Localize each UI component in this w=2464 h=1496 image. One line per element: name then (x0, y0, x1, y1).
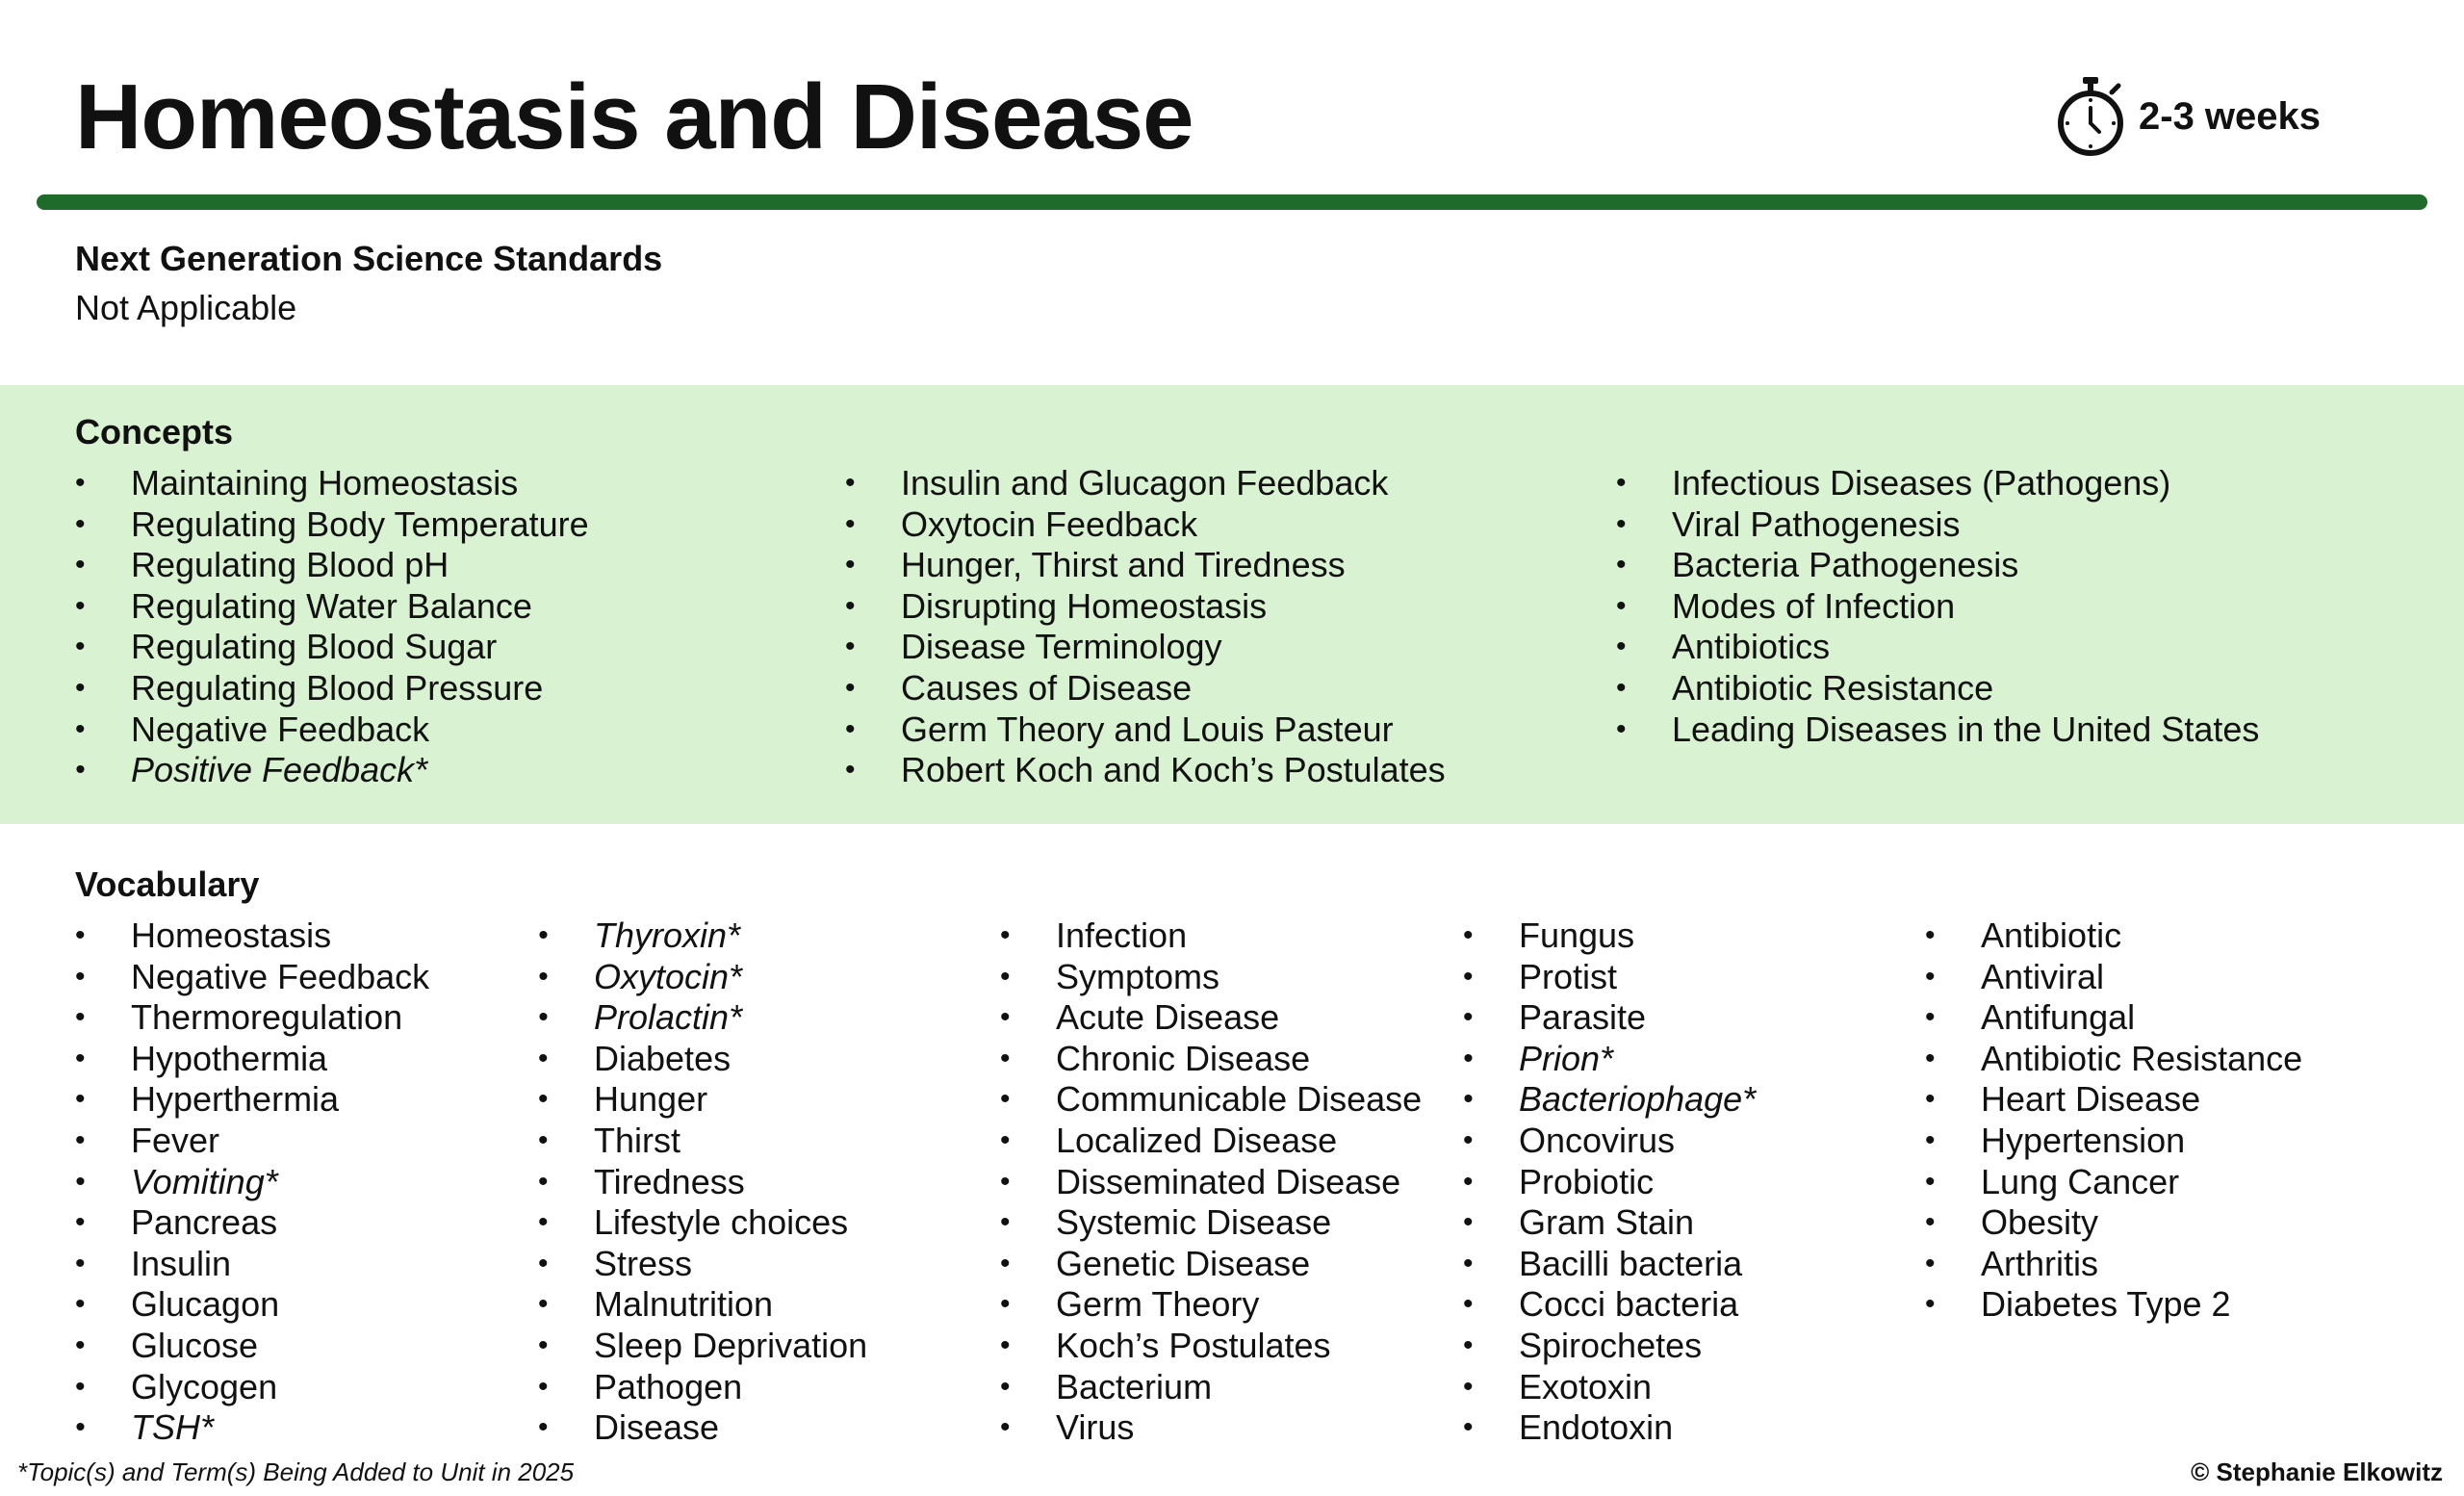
list-item: • Disease (538, 1407, 867, 1449)
list-item: • Lifestyle choices (538, 1202, 867, 1244)
list-item: • Prion* (1463, 1039, 1756, 1080)
list-item: • Regulating Blood pH (75, 545, 589, 586)
list-item: • Germ Theory (1000, 1284, 1422, 1326)
list-item: • Robert Koch and Koch’s Postulates (845, 750, 1446, 791)
list-item: • Antifungal (1925, 997, 2302, 1039)
list-item: • Regulating Blood Sugar (75, 627, 589, 668)
list-item: • Bacteriophage* (1463, 1079, 1756, 1121)
list-item: • Cocci bacteria (1463, 1284, 1756, 1326)
concepts-column-2 (845, 463, 1446, 791)
list-item: • Homeostasis (75, 916, 429, 957)
list-item: • Lung Cancer (1925, 1162, 2302, 1203)
list-item: • Arthritis (1925, 1244, 2302, 1285)
list-item: • Gram Stain (1463, 1202, 1756, 1244)
list-item: • Genetic Disease (1000, 1244, 1422, 1285)
copyright: © Stephanie Elkowitz (2191, 1457, 2443, 1486)
concepts-heading: Concepts (75, 412, 234, 451)
list-item: • Disseminated Disease (1000, 1162, 1422, 1203)
list-item: • Bacterium (1000, 1367, 1422, 1408)
list-item: • Heart Disease (1925, 1079, 2302, 1121)
list-item: • Glycogen (75, 1367, 429, 1408)
list-item: • Hypertension (1925, 1121, 2302, 1162)
list-item: • Infectious Diseases (Pathogens) (1616, 463, 2259, 504)
list-item: • Fungus (1463, 916, 1756, 957)
list-item: • Insulin and Glucagon Feedback (845, 463, 1446, 504)
list-item: • Pancreas (75, 1202, 429, 1244)
list-item: • Regulating Water Balance (75, 586, 589, 628)
list-item: • Malnutrition (538, 1284, 867, 1326)
list-item: • Disrupting Homeostasis (845, 586, 1446, 628)
page-title: Homeostasis and Disease (75, 65, 1194, 168)
list-item: • Modes of Infection (1616, 586, 2259, 628)
list-item: • Diabetes Type 2 (1925, 1284, 2302, 1326)
list-item: • Probiotic (1463, 1162, 1756, 1203)
list-item: • Fever (75, 1121, 429, 1162)
concepts-column-1 (75, 463, 589, 791)
list-item: • Infection (1000, 916, 1422, 957)
vocabulary-column-1 (75, 916, 429, 1449)
list-item: • Thermoregulation (75, 997, 429, 1039)
list-item: • Systemic Disease (1000, 1202, 1422, 1244)
list-item: • Hunger (538, 1079, 867, 1121)
vocabulary-column-4 (1463, 916, 1756, 1449)
list-item: • Koch’s Postulates (1000, 1326, 1422, 1367)
list-item: • Protist (1463, 957, 1756, 998)
list-item: • Exotoxin (1463, 1367, 1756, 1408)
standards-heading: Next Generation Science Standards (75, 239, 663, 278)
footnote: *Topic(s) and Term(s) Being Added to Unit in 2025 (17, 1457, 575, 1486)
list-item: • Communicable Disease (1000, 1079, 1422, 1121)
list-item: • Maintaining Homeostasis (75, 463, 589, 504)
list-item: • Chronic Disease (1000, 1039, 1422, 1080)
list-item: • Pathogen (538, 1367, 867, 1408)
list-item: • Oxytocin* (538, 957, 867, 998)
list-item: • Virus (1000, 1407, 1422, 1449)
list-item: • Antiviral (1925, 957, 2302, 998)
list-item: • Bacteria Pathogenesis (1616, 545, 2259, 586)
standards-value: Not Applicable (75, 288, 297, 327)
duration-badge (2054, 73, 2321, 160)
duration-text: 2-3 weeks (2139, 94, 2322, 138)
standards-section (75, 237, 662, 335)
list-item: • Localized Disease (1000, 1121, 1422, 1162)
list-item: • Hypothermia (75, 1039, 429, 1080)
list-item: • Spirochetes (1463, 1326, 1756, 1367)
list-item: • Germ Theory and Louis Pasteur (845, 709, 1446, 751)
list-item: • Diabetes (538, 1039, 867, 1080)
list-item: • Glucagon (75, 1284, 429, 1326)
list-item: • Insulin (75, 1244, 429, 1285)
list-item: • Hunger, Thirst and Tiredness (845, 545, 1446, 586)
list-item: • Symptoms (1000, 957, 1422, 998)
list-item: • Parasite (1463, 997, 1756, 1039)
list-item: • Negative Feedback (75, 957, 429, 998)
list-item: • Regulating Body Temperature (75, 504, 589, 546)
list-item: • Bacilli bacteria (1463, 1244, 1756, 1285)
list-item: • Endotoxin (1463, 1407, 1756, 1449)
list-item: • Glucose (75, 1326, 429, 1367)
vocabulary-heading: Vocabulary (75, 864, 260, 904)
list-item: • Negative Feedback (75, 709, 589, 751)
list-item: • Oncovirus (1463, 1121, 1756, 1162)
list-item: • Viral Pathogenesis (1616, 504, 2259, 546)
list-item: • Vomiting* (75, 1162, 429, 1203)
list-item: • Stress (538, 1244, 867, 1285)
list-item: • Thyroxin* (538, 916, 867, 957)
vocabulary-column-5 (1925, 916, 2302, 1326)
list-item: • Prolactin* (538, 997, 867, 1039)
list-item: • Causes of Disease (845, 668, 1446, 709)
title-divider (37, 194, 2427, 210)
list-item: • TSH* (75, 1407, 429, 1449)
vocabulary-column-3 (1000, 916, 1422, 1449)
concepts-column-3 (1616, 463, 2259, 750)
list-item: • Antibiotic (1925, 916, 2302, 957)
list-item: • Antibiotics (1616, 627, 2259, 668)
list-item: • Regulating Blood Pressure (75, 668, 589, 709)
list-item: • Leading Diseases in the United States (1616, 709, 2259, 751)
list-item: • Tiredness (538, 1162, 867, 1203)
list-item: • Antibiotic Resistance (1925, 1039, 2302, 1080)
list-item: • Thirst (538, 1121, 867, 1162)
list-item: • Acute Disease (1000, 997, 1422, 1039)
vocabulary-column-2 (538, 916, 867, 1449)
list-item: • Sleep Deprivation (538, 1326, 867, 1367)
list-item: • Positive Feedback* (75, 750, 589, 791)
list-item: • Oxytocin Feedback (845, 504, 1446, 546)
list-item: • Hyperthermia (75, 1079, 429, 1121)
list-item: • Disease Terminology (845, 627, 1446, 668)
list-item: • Obesity (1925, 1202, 2302, 1244)
stopwatch-icon (2054, 75, 2127, 158)
list-item: • Antibiotic Resistance (1616, 668, 2259, 709)
